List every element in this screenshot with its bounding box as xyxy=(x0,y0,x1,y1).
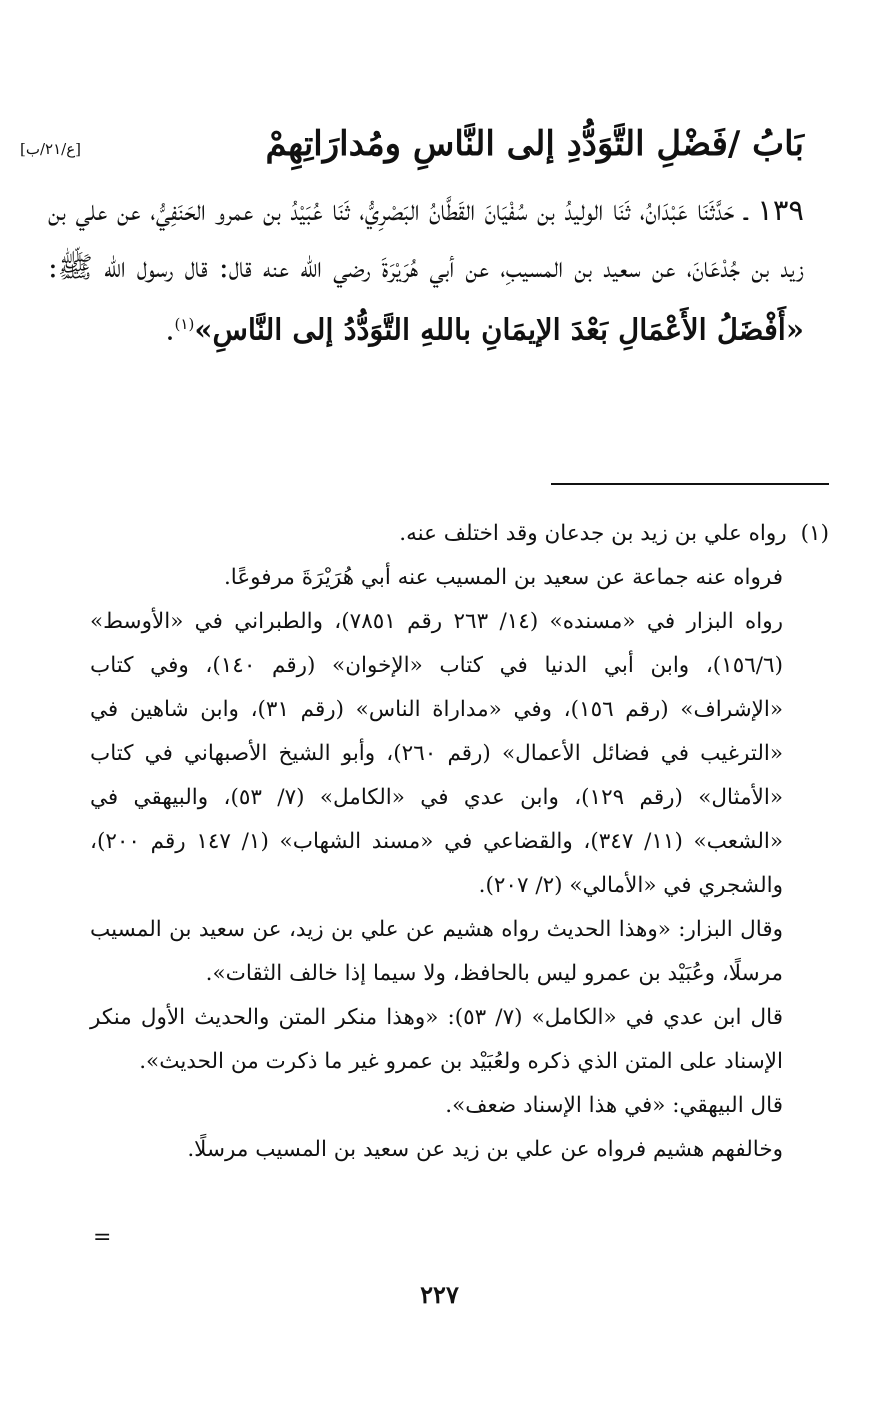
chapter-title: بَابُ /فَضْلِ التَّوَدُّدِ إلى النَّاسِ ومُدارَاتِهِمْ xyxy=(265,124,804,164)
hadith-quote: «أَفْضَلُ الأَعْمَالِ بَعْدَ الإيمَانِ باللهِ التَّوَدُّدُ إلى النَّاسِ» xyxy=(194,312,804,347)
chapter-header xyxy=(20,118,804,178)
page-number: ٢٢٧ xyxy=(420,1280,459,1309)
manuscript-reference: [ع/٢١/ب] xyxy=(20,140,82,158)
footnote-divider xyxy=(551,483,829,485)
continuation-mark: = xyxy=(93,1225,112,1250)
hadith-narration: ١٣٩ ـ حَدَّثَنَا عَبْدَانُ، ثَنَا الوليدُ بن سُفْيَانَ القَطَّانُ البَصْرِيُّ، ثَنَا عُبَيْدُ بن عمرو الحَنَفِيُّ، عن علي بن زيد بن جُدْعَانَ، عن سعيد بن المسيبِ، عن أبي هُرَيْرَةَ رضي الله عنه قال: قال رسول الله ﷺ: xyxy=(48,193,804,284)
footnotes-block xyxy=(90,512,829,1172)
footnote-paragraph: وقال البزار: «وهذا الحديث رواه هشيم عن علي بن زيد، عن سعيد بن المسيب مرسلًا، وعُبَيْد بن عمرو ليس بالحافظ، ولا سيما إذا خالف الثقات». xyxy=(90,917,783,986)
footnote-paragraph: قال ابن عدي في «الكامل» (٧/ ٥٣): «وهذا منكر المتن والحديث الأول منكر الإسناد على المتن الذي ذكره ولعُبَيْد بن عمرو غير ما ذكرت من الحديث». xyxy=(90,1005,784,1074)
footnote-paragraph: قال البيهقي: «في هذا الإسناد ضعف». xyxy=(445,1093,783,1118)
hadith-text-block: ١٣٩ ـ حَدَّثَنَا عَبْدَانُ، ثَنَا الوليدُ بن سُفْيَانَ القَطَّانُ البَصْرِيُّ، ثَنَا عُبَيْدُ بن عمرو الحَنَفِيُّ، عن علي بن زيد بن جُدْعَانَ، عن سعيد بن المسيبِ، عن أبي هُرَيْرَةَ رضي الله عنه قال: قال رسول الله ﷺ: «أَفْضَلُ الأَعْمَالِ بَعْدَ الإيمَانِ باللهِ التَّوَدُّدُ إلى النَّاسِ»$^{(١)}$. xyxy=(48,193,804,347)
footnote-paragraph: (١)رواه علي بن زيد بن جدعان وقد اختلف عنه. xyxy=(90,512,829,556)
footnote-number: (١) xyxy=(800,521,829,546)
footnote-paragraph: رواه البزار في «مسنده» (١٤/ ٢٦٣ رقم ٧٨٥١)، والطبراني في «الأوسط» (١٥٦/٦)، وابن أبي الدنيا في كتاب «الإخوان» (رقم ١٤٠)، وفي كتاب «الإشراف» (رقم ١٥٦)، وفي «مداراة الناس» (رقم ٣١)، وابن شاهين في «الترغيب في فضائل الأعمال» (رقم ٢٦٠)، وأبو الشيخ الأصبهاني في كتاب «الأمثال» (رقم ١٢٩)، وابن عدي في «الكامل» (٧/ ٥٣)، والبيهقي في «الشعب» (١١/ ٣٤٧)، والقضاعي في «مسند الشهاب» (١/ ١٤٧ رقم ٢٠٠)، والشجري في «الأمالي» (٢/ ٢٠٧). xyxy=(90,609,784,898)
footnote-paragraph: فرواه عنه جماعة عن سعيد بن المسيب عنه أبي هُرَيْرَةَ مرفوعًا. xyxy=(223,565,783,590)
footnote-paragraph: وخالفهم هشيم فرواه عن علي بن زيد عن سعيد بن المسيب مرسلًا. xyxy=(187,1137,783,1162)
footnote-reference: (١) xyxy=(174,315,195,333)
